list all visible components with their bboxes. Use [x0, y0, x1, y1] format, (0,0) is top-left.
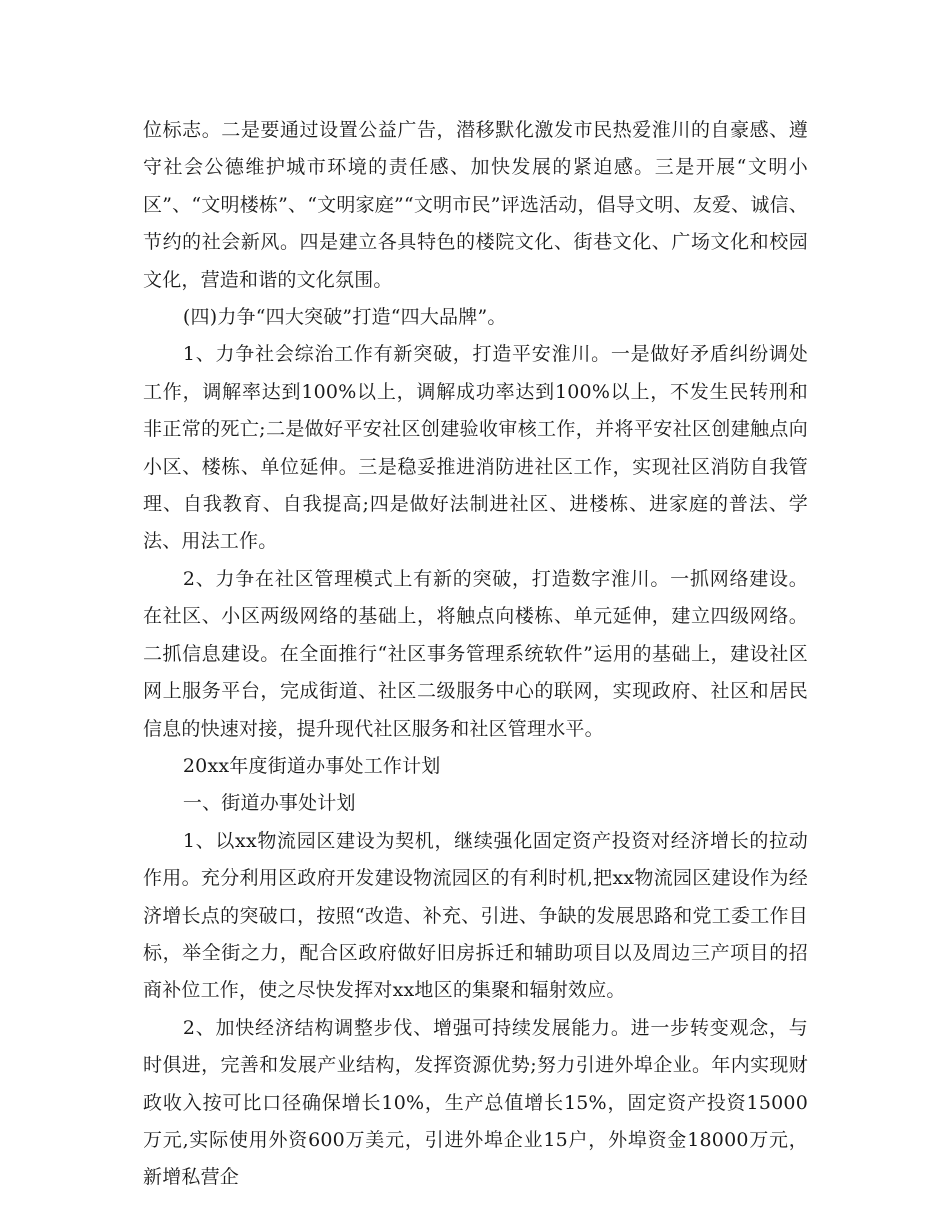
section-heading-four-breakthroughs: (四)力争“四大突破”打造“四大品牌”。 — [182, 306, 507, 329]
paragraph-1: 位标志。二是要通过设置公益广告，潜移默化激发市民热爱淮川的自豪感、遵守社会公德维护城市环境的责任感、加快发展的紧迫感。三是开展“文明小区”、“文明楼栋”、“文明家庭”“文明市民”评选活动，倡导文明、友爱、诚信、节约的社会新风。四是建立各具特色的楼院文化、街巷文化、广场文化和校园文化，营造和谐的文化氛围。 — [143, 119, 808, 291]
document-title-work-plan: 20xx年度街道办事处工作计划 — [182, 754, 441, 777]
paragraph-digital-breakthrough: 2、力争在社区管理模式上有新的突破，打造数字淮川。一抓网络建设。在社区、小区两级网络的基础上，将触点向楼栋、单元延伸，建立四级网络。二抓信息建设。在全面推行“社区事务管理系统软件”运用的基础上，建设社区网上服务平台，完成街道、社区二级服务中心的联网，实现政府、社区和居民信息的快速对接，提升现代社区服务和社区管理水平。 — [143, 567, 808, 740]
section-heading-office-plan: 一、街道办事处计划 — [182, 792, 356, 815]
paragraph-logistics-park: 1、以xx物流园区建设为契机，继续强化固定资产投资对经济增长的拉动作用。充分利用区政府开发建设物流园区的有利时机,把xx物流园区建设作为经济增长点的突破口，按照“改造、补充、引进、争缺的发展思路和党工委工作目标，举全街之力，配合区政府做好旧房拆迁和辅助项目以及周边三产项目的招商补位工作，使之尽快发挥对xx地区的集聚和辐射效应。 — [143, 829, 808, 1002]
paragraph-safety-breakthrough: 1、力争社会综治工作有新突破，打造平安淮川。一是做好矛盾纠纷调处工作，调解率达到100%以上，调解成功率达到100%以上，不发生民转刑和非正常的死亡;二是做好平安社区创建验收审核工作，并将平安社区创建触点向小区、楼栋、单位延伸。三是稳妥推进消防进社区工作，实现社区消防自我管理、自我教育、自我提高;四是做好法制进社区、进楼栋、进家庭的普法、学法、用法工作。 — [143, 343, 808, 553]
paragraph-economic-structure: 2、加快经济结构调整步伐、增强可持续发展能力。进一步转变观念，与时俱进，完善和发展产业结构，发挥资源优势;努力引进外埠企业。年内实现财政收入按可比口径确保增长10%，生产总值增长15%，固定资产投资15000万元,实际使用外资600万美元，引进外埠企业15户，外埠资金18000万元，新增私营企 — [143, 1016, 808, 1189]
document-body — [143, 112, 808, 1197]
